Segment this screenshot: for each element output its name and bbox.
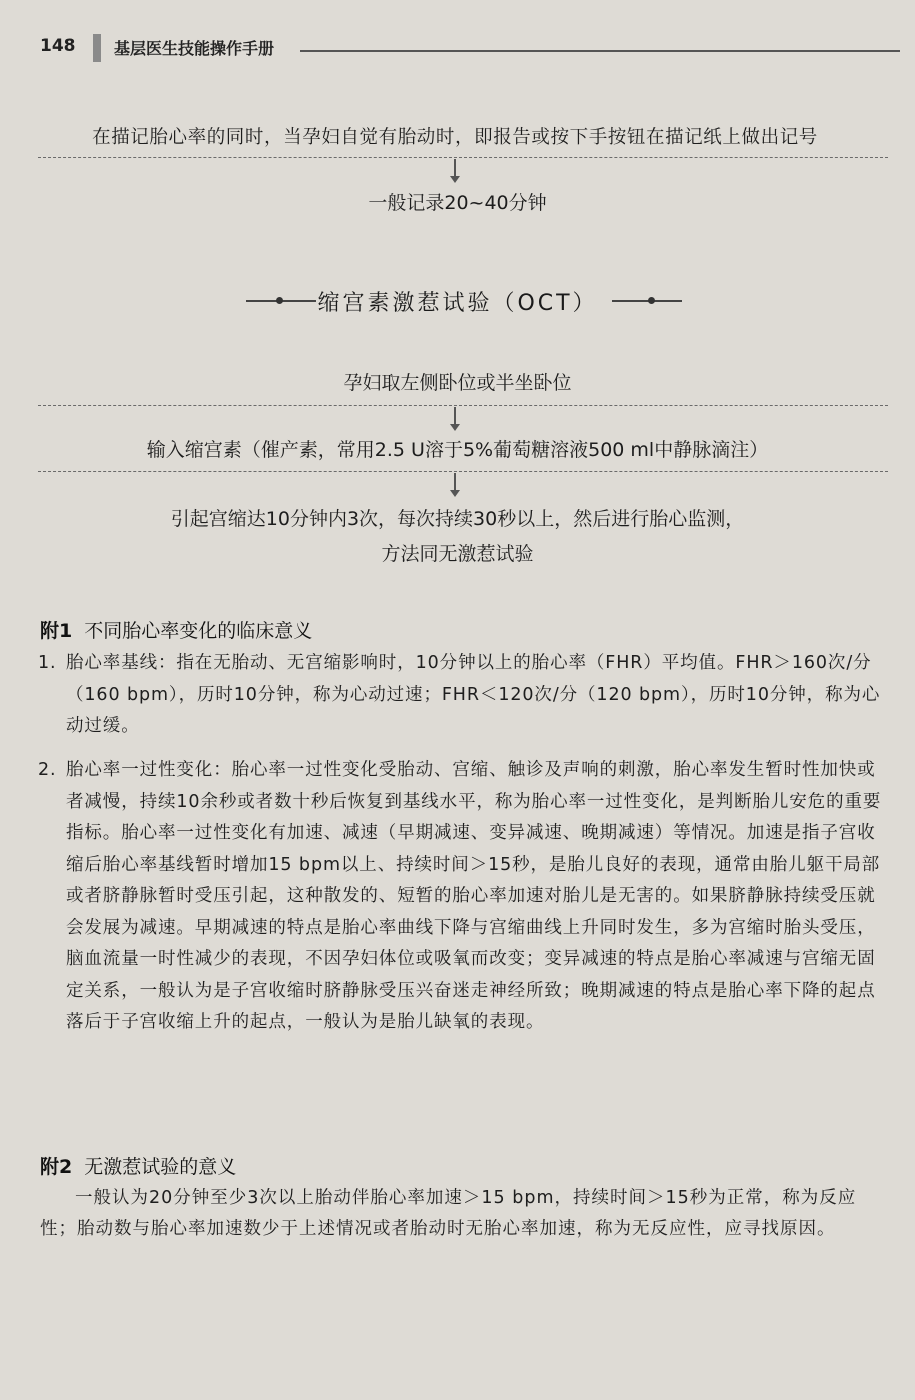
page-header [0, 30, 915, 70]
appendix-2-title: 无激惹试验的意义 [84, 1156, 237, 1178]
flow-arrow [454, 407, 456, 425]
heading-ornament-right [612, 300, 682, 302]
appendix-2-heading [40, 1152, 236, 1179]
flow-step-4: 输入缩宫素（催产素，常用2.5 U溶于5%葡萄糖溶液500 ml中静脉滴注） [146, 439, 769, 461]
oct-heading [0, 284, 915, 320]
oct-title: 缩宫素激惹试验（OCT） [317, 291, 598, 316]
flow-separator [38, 471, 888, 472]
book-title: 基层医生技能操作手册 [114, 39, 275, 58]
appendix-1-label: 附1 [40, 620, 73, 642]
flow-step-5-line-2: 方法同无激惹试验 [381, 543, 534, 565]
header-bar [93, 34, 101, 62]
list-item-number: 2. [38, 760, 57, 780]
flow-separator [38, 405, 888, 406]
list-item-text: 胎心率基线：指在无胎动、无宫缩影响时，10分钟以上的胎心率（FHR）平均值。FHR＞160次/分（160 bpm），历时10分钟，称为心动过速；FHR＜120次/分（120 bpm），历时10分钟，称为心动过缓。 [66, 653, 881, 736]
page-number: 148 [40, 36, 76, 56]
list-item [38, 648, 883, 743]
flow-arrow [454, 159, 456, 177]
list-item-number: 1. [38, 653, 57, 673]
flow-step-1: 在描记胎心率的同时，当孕妇自觉有胎动时，即报告或按下手按钮在描记纸上做出记号 [92, 127, 818, 148]
flow-separator [38, 157, 888, 158]
appendix-2-paragraph: 一般认为20分钟至少3次以上胎动伴胎心率加速＞15 bpm，持续时间＞15秒为正常，称为反应性；胎动数与胎心率加速数少于上述情况或者胎动时无胎心率加速，称为无反应性，应寻找原因。 [40, 1188, 857, 1239]
appendix-1-title: 不同胎心率变化的临床意义 [84, 620, 313, 642]
flow-step-2: 一般记录20~40分钟 [368, 192, 547, 214]
list-item [38, 755, 883, 1039]
header-rule [300, 50, 900, 52]
flow-step-3: 孕妇取左侧卧位或半坐卧位 [343, 372, 572, 394]
list-item-text: 胎心率一过性变化：胎心率一过性变化受胎动、宫缩、触诊及声响的刺激，胎心率发生暂时性加快或者减慢，持续10余秒或者数十秒后恢复到基线水平，称为胎心率一过性变化，是判断胎儿安危的重要指标。胎心率一过性变化有加速、减速（早期减速、变异减速、晚期减速）等情况。加速是指子宫收缩后胎心率基线暂时增加15 bpm以上、持续时间＞15秒，是胎儿良好的表现，通常由胎儿躯干局部或者脐静脉暂时受压引起，这种散发的、短暂的胎心率加速对胎儿是无害的。如果脐静脉持续受压就会发展为减速。早期减速的特点是胎心率曲线下降与宫缩曲线上升同时发生，多为宫缩时胎头受压，脑血流量一时性减少的表现，不因孕妇体位或吸氧而改变；变异减速的特点是胎心率减速与宫缩无固定关系，一般认为是子宫收缩时脐静脉受压兴奋迷走神经所致；晚期减速的特点是胎心率下降的起点落后于子宫收缩上升的起点，一般认为是胎儿缺氧的表现。 [66, 760, 882, 1032]
flow-step-5-line-1: 引起宫缩达10分钟内3次，每次持续30秒以上，然后进行胎心监测， [170, 508, 745, 530]
appendix-2-label: 附2 [40, 1156, 73, 1178]
flow-arrow [454, 473, 456, 491]
appendix-1-heading [40, 616, 312, 643]
